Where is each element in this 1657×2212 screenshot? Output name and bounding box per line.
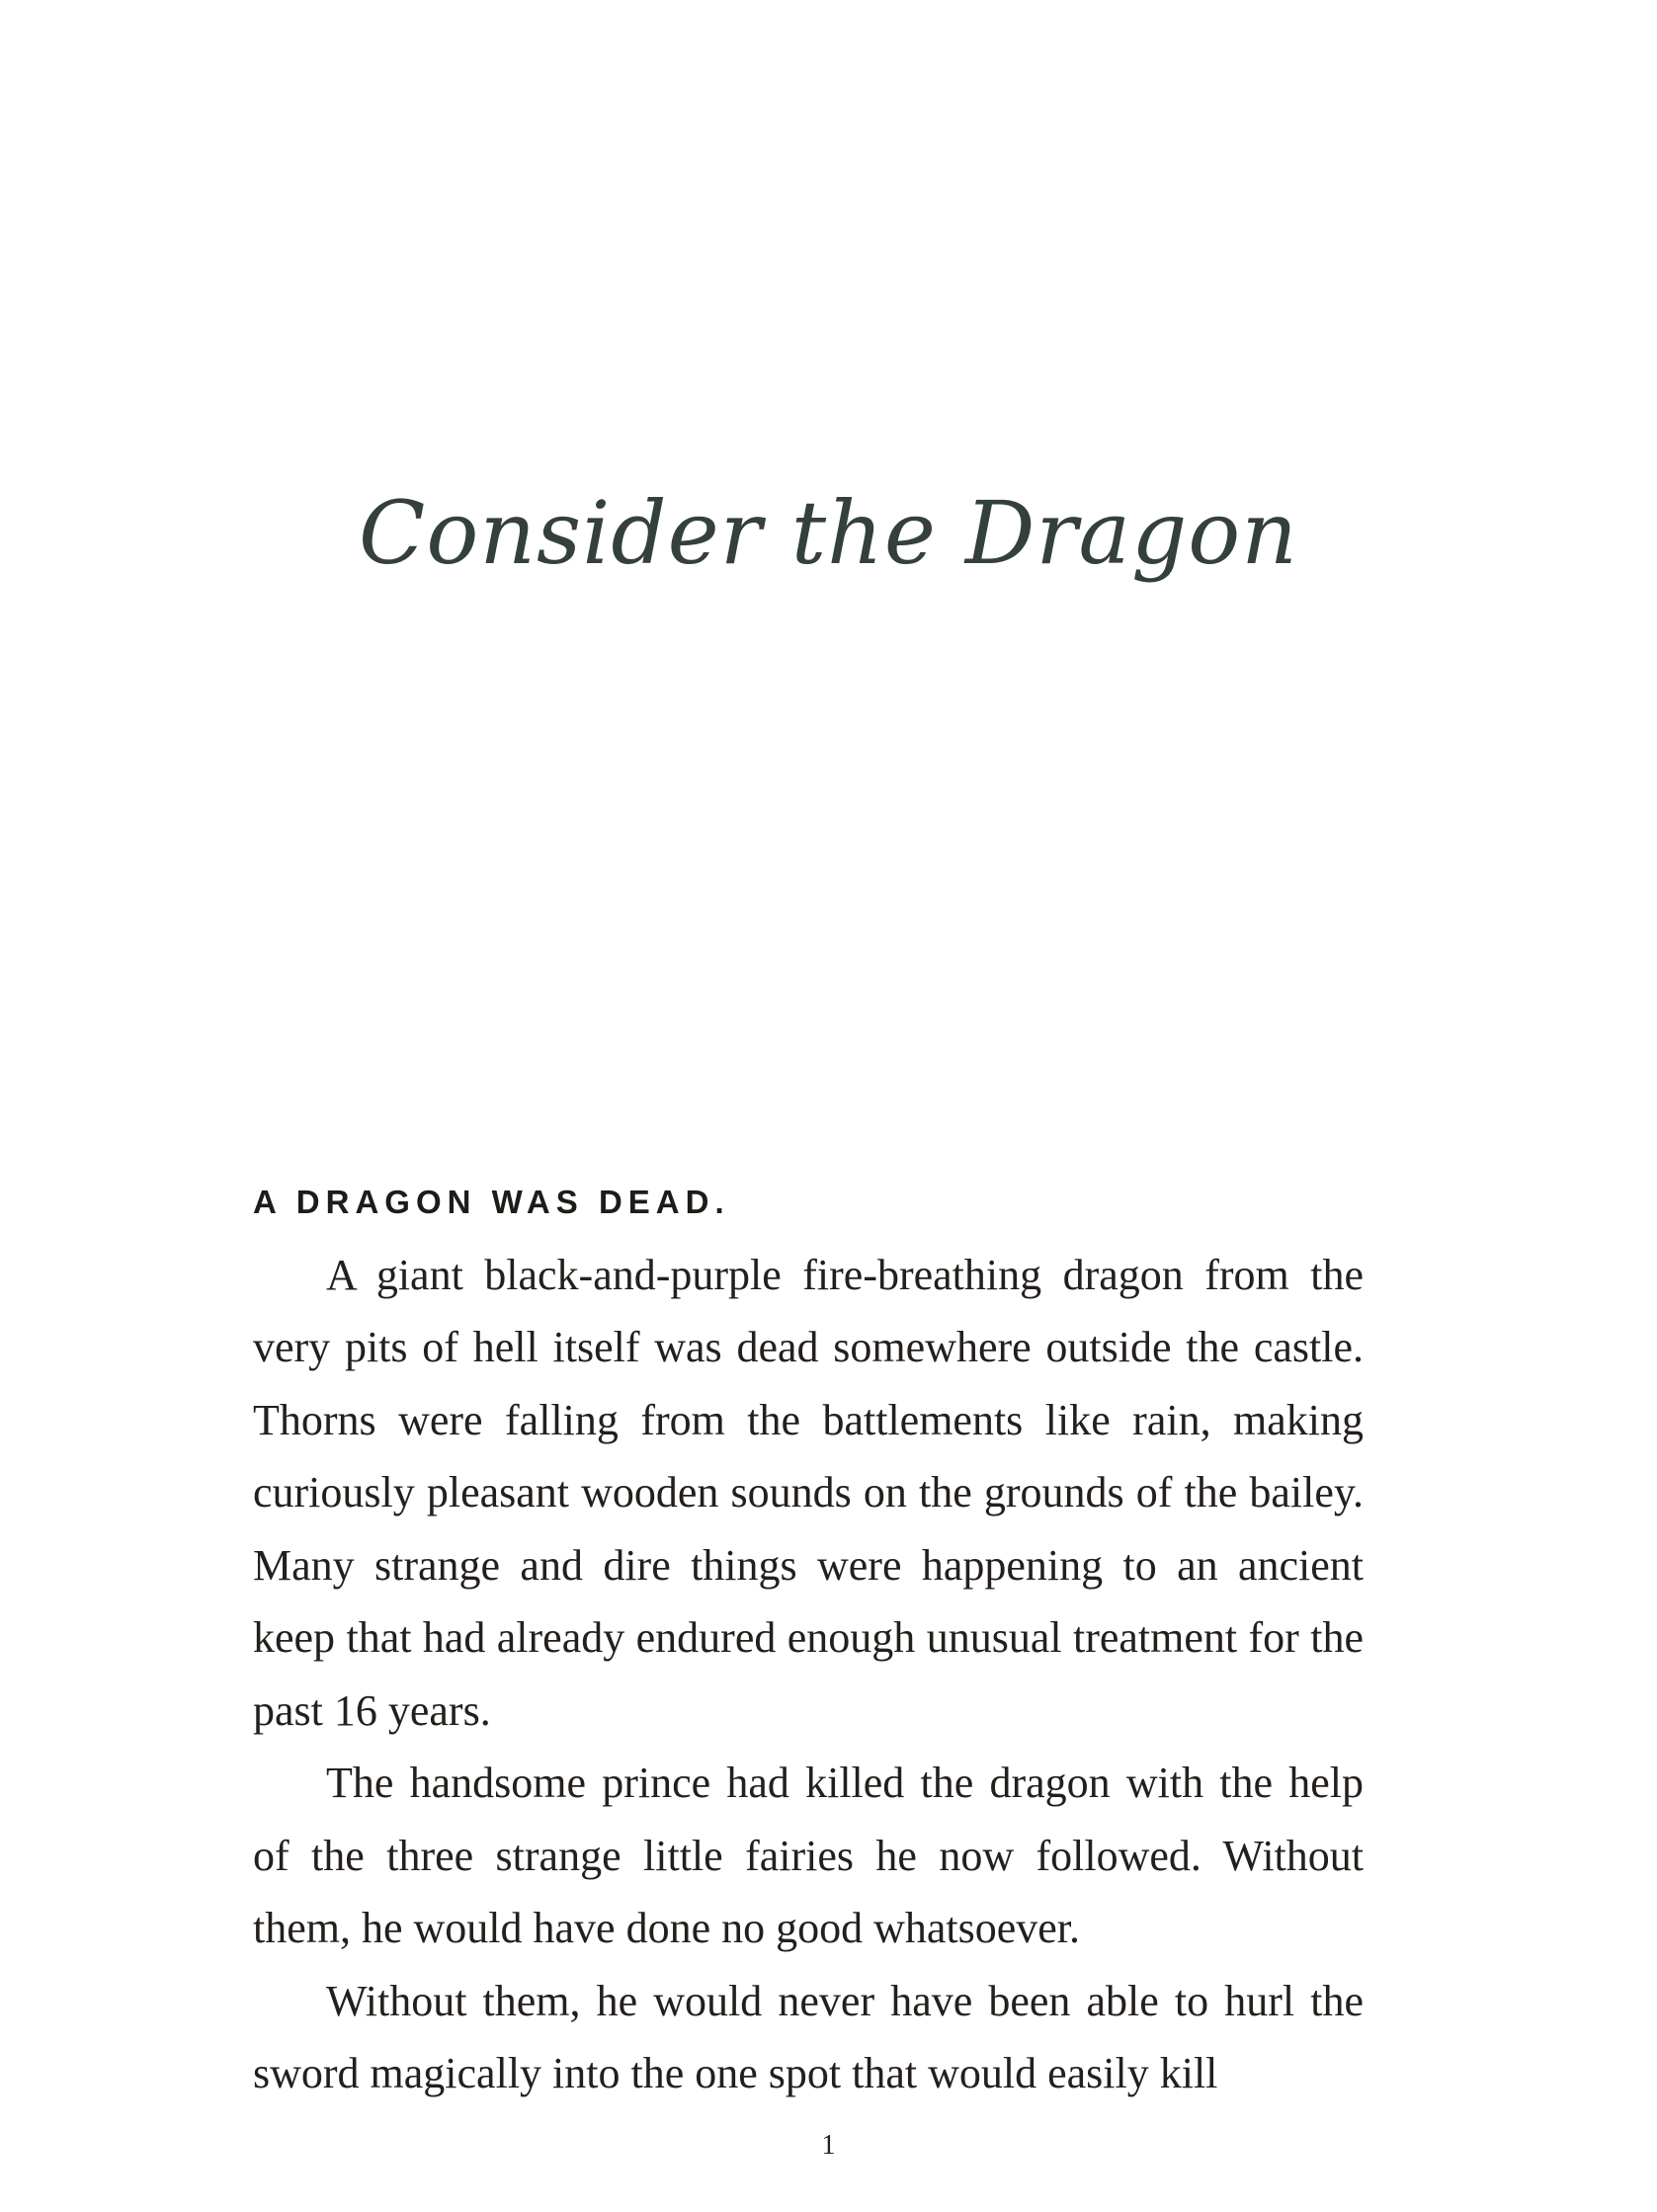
chapter-body xyxy=(253,1166,1364,2110)
paragraph-1: A giant black-and-purple fire-breathing dragon from the very pits of hell itself was dead somewhere outside the castle. Thorns were falling from the battlements like rain, making curiously pleasant wooden sounds on the grounds of the bailey. Many strange and dire things were happening to an ancient keep that had already endured enough unusual treatment for the past 16 years. xyxy=(253,1250,1364,1735)
page-number: 1 xyxy=(821,2130,836,2161)
paragraph-3: Without them, he would never have been able to hurl the sword magically into the one spot that would easily kill xyxy=(253,1976,1364,2097)
paragraph-2: The handsome prince had killed the dragon with the help of the three strange little fairies he now followed. Without them, he would have done no good whatsoever. xyxy=(253,1759,1364,1952)
lead-line: A DRAGON WAS DEAD. xyxy=(253,1184,730,1220)
chapter-title: Consider the Dragon xyxy=(359,482,1298,584)
